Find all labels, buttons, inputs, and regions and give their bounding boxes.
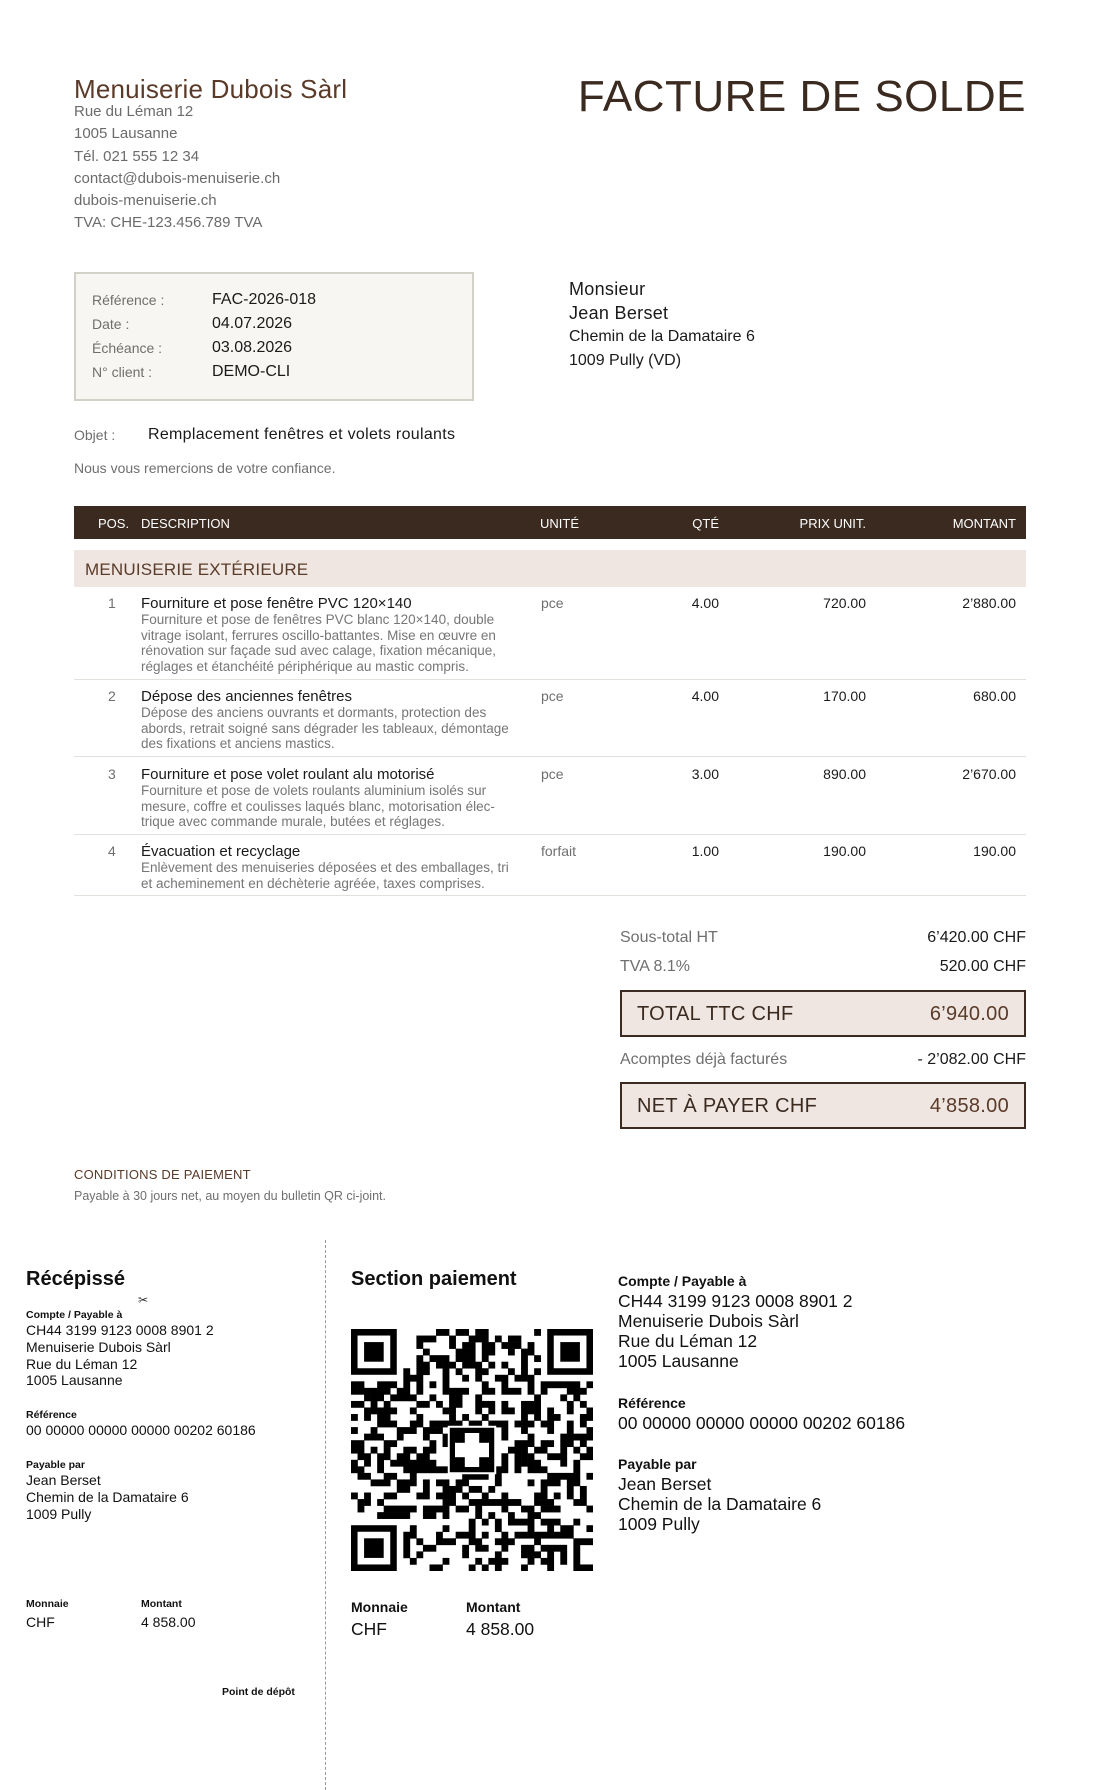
- receipt-creditor-street: Rue du Léman 12: [26, 1355, 138, 1372]
- payment-creditor-street: Rue du Léman 12: [618, 1331, 758, 1351]
- item-unit-price: 170.00: [823, 688, 866, 704]
- receipt-reference: 00 00000 00000 00000 00202 60186: [26, 1422, 256, 1438]
- receipt-title: Récépissé: [26, 1268, 125, 1290]
- payment-creditor-city: 1005 Lausanne: [618, 1351, 739, 1371]
- total-ttc-box: [620, 990, 1026, 1037]
- receipt-iban: CH44 3199 9123 0008 8901 2: [26, 1322, 214, 1338]
- item-title: Dépose des anciennes fenêtres: [141, 688, 352, 705]
- item-description-line: Dépose des anciens ouvrants et dormants, protection des: [141, 705, 487, 720]
- item-qty: 3.00: [691, 766, 719, 782]
- item-pos: 1: [108, 595, 116, 611]
- company-website: dubois-menuiserie.ch: [74, 192, 217, 210]
- item-description-line: et acheminement en déchèterie agréée, taxes comprises.: [141, 875, 485, 891]
- item-description-line: Fourniture et pose de volets roulants aluminium isolés sur: [141, 783, 487, 798]
- receipt-payer: [26, 1472, 189, 1522]
- recipient-address: [569, 278, 755, 372]
- item-description-line: abords, retrait soigné sans dégrader les tableaux, démontage: [141, 720, 509, 736]
- payment-payer: [618, 1474, 821, 1534]
- header-qty: QTÉ: [692, 516, 719, 531]
- item-description-line: vitrage isolant, ferrures oscillo-battantes. Mise en œuvre en: [141, 627, 496, 643]
- company-address: [74, 101, 280, 235]
- receipt-amount: 4 858.00: [141, 1614, 196, 1630]
- payment-creditor-name: Menuiserie Dubois Sàrl: [618, 1311, 799, 1331]
- item-amount: 2’880.00: [962, 595, 1016, 611]
- subtotal-value: 6’420.00 CHF: [927, 929, 1026, 946]
- item-description-line: mesure, coffre et coulisses laqués blanc, motorisation élec-: [141, 798, 495, 814]
- item-description: [141, 860, 521, 891]
- vat-label: TVA 8.1%: [620, 958, 690, 975]
- receipt-currency-heading: Monnaie: [26, 1598, 69, 1610]
- item-title: Fourniture et pose volet roulant alu motorisé: [141, 766, 435, 783]
- item-description-line: des fixations et anciens mastics.: [141, 736, 335, 752]
- item-unit-price: 890.00: [823, 766, 866, 782]
- table-row: [74, 688, 1026, 757]
- info-value: DEMO-CLI: [212, 363, 291, 380]
- item-title: Évacuation et recyclage: [141, 843, 301, 860]
- item-unit-price: 720.00: [823, 595, 866, 611]
- net-label: NET À PAYER CHF: [637, 1095, 818, 1117]
- payment-currency-heading: Monnaie: [351, 1599, 408, 1615]
- document-title: FACTURE DE SOLDE: [577, 72, 1026, 121]
- item-unit: forfait: [541, 843, 577, 859]
- item-unit: pce: [541, 688, 564, 704]
- company-name: Menuiserie Dubois Sàrl: [74, 74, 348, 104]
- item-pos: 4: [108, 843, 116, 859]
- payment-reference: 00 00000 00000 00000 00202 60186: [618, 1413, 906, 1433]
- payment-amount: 4 858.00: [466, 1619, 535, 1639]
- subtotal-label: Sous-total HT: [620, 929, 718, 946]
- total-label: TOTAL TTC CHF: [637, 1003, 794, 1025]
- table-row: [74, 595, 1026, 680]
- payment-currency: CHF: [351, 1619, 387, 1639]
- item-amount: 190.00: [973, 843, 1016, 859]
- item-unit: pce: [541, 766, 564, 782]
- net-value: 4’858.00: [929, 1095, 1009, 1117]
- qr-code-icon: [351, 1329, 593, 1571]
- item-qty: 1.00: [691, 843, 719, 859]
- subject-label: Objet :: [74, 427, 116, 443]
- swiss-qr-code: [351, 1329, 593, 1571]
- header-unit-price: PRIX UNIT.: [799, 516, 866, 531]
- info-row-due-date: [92, 336, 456, 360]
- info-row-date: [92, 312, 456, 336]
- item-pos: 3: [108, 766, 116, 782]
- perforation-line: [325, 1240, 326, 1790]
- table-row: [74, 843, 1026, 896]
- receipt-currency: CHF: [26, 1614, 55, 1630]
- receipt-payer-street: Chemin de la Damataire 6: [26, 1488, 189, 1505]
- item-unit: pce: [541, 595, 564, 611]
- item-description: [141, 705, 521, 752]
- recipient-street: Chemin de la Damataire 6: [569, 328, 755, 345]
- info-label: N° client :: [92, 364, 153, 380]
- recipient-name: Jean Berset: [569, 302, 669, 323]
- total-value: 6’940.00: [929, 1003, 1009, 1025]
- recipient-city: 1009 Pully (VD): [569, 351, 682, 369]
- receipt-creditor-name: Menuiserie Dubois Sàrl: [26, 1338, 171, 1355]
- payment-conditions-title: CONDITIONS DE PAIEMENT: [74, 1167, 251, 1182]
- deposits-label: Acomptes déjà facturés: [620, 1051, 788, 1068]
- company-email: contact@dubois-menuiserie.ch: [74, 169, 281, 187]
- receipt-account-heading: Compte / Payable à: [26, 1309, 123, 1321]
- company-city: 1005 Lausanne: [74, 125, 178, 143]
- payment-amount-heading: Montant: [466, 1599, 521, 1615]
- info-label: Échéance :: [92, 340, 163, 356]
- payment-reference-heading: Référence: [618, 1395, 686, 1411]
- info-value: 04.07.2026: [212, 315, 293, 332]
- item-qty: 4.00: [691, 595, 719, 611]
- receipt-creditor-city: 1005 Lausanne: [26, 1372, 123, 1389]
- item-qty: 4.00: [691, 688, 719, 704]
- company-street: Rue du Léman 12: [74, 103, 194, 120]
- receipt-payer-name: Jean Berset: [26, 1472, 101, 1488]
- header-pos: POS.: [98, 516, 130, 531]
- payment-account: [618, 1291, 853, 1371]
- payment-payer-name: Jean Berset: [618, 1474, 712, 1494]
- info-label: Référence :: [92, 292, 165, 308]
- info-label: Date :: [92, 316, 130, 332]
- item-description-line: Fourniture et pose de fenêtres PVC blanc 120×140, double: [141, 612, 495, 627]
- payment-account-heading: Compte / Payable à: [618, 1273, 747, 1289]
- payment-payer-city: 1009 Pully: [618, 1514, 700, 1534]
- table-row: [74, 766, 1026, 835]
- subject-value: Remplacement fenêtres et volets roulants: [148, 426, 456, 443]
- payment-iban: CH44 3199 9123 0008 8901 2: [618, 1291, 853, 1311]
- company-vat: TVA: CHE-123.456.789 TVA: [74, 214, 263, 232]
- receipt-reference-heading: Référence: [26, 1409, 77, 1421]
- payment-section-title: Section paiement: [351, 1268, 517, 1290]
- header-amount: MONTANT: [952, 516, 1016, 531]
- items-table-header: [74, 506, 1026, 539]
- payment-payer-street: Chemin de la Damataire 6: [618, 1494, 822, 1514]
- item-description: [141, 612, 521, 674]
- item-description-line: Enlèvement des menuiseries déposées et des emballages, tri: [141, 860, 509, 875]
- info-value: 03.08.2026: [212, 339, 293, 356]
- item-amount: 2’670.00: [962, 766, 1016, 782]
- item-title: Fourniture et pose fenêtre PVC 120×140: [141, 595, 412, 612]
- payment-conditions-text: Payable à 30 jours net, au moyen du bulletin QR ci-joint.: [74, 1189, 386, 1203]
- scissors-icon: ✂: [138, 1293, 149, 1307]
- header-unit: UNITÉ: [540, 516, 579, 531]
- item-description: [141, 783, 521, 830]
- receipt-payer-city: 1009 Pully: [26, 1505, 92, 1522]
- recipient-salutation: Monsieur: [569, 279, 646, 299]
- item-pos: 2: [108, 688, 116, 704]
- thanks-text: Nous vous remercions de votre confiance.: [74, 460, 336, 476]
- item-unit-price: 190.00: [823, 843, 866, 859]
- invoice-info-box: [74, 272, 474, 401]
- info-value: FAC-2026-018: [212, 291, 317, 308]
- section-band: [74, 550, 1026, 587]
- vat-value: 520.00 CHF: [939, 958, 1026, 975]
- section-title: MENUISERIE EXTÉRIEURE: [85, 560, 309, 579]
- item-description-line: trique avec commande murale, butées et réglages.: [141, 814, 445, 830]
- company-phone: Tél. 021 555 12 34: [74, 147, 200, 165]
- item-amount: 680.00: [973, 688, 1016, 704]
- item-description-line: réglages et étanchéité périphérique au mastic compris.: [141, 658, 469, 674]
- net-to-pay-box: [620, 1082, 1026, 1129]
- payment-payer-heading: Payable par: [618, 1456, 697, 1472]
- header-description: DESCRIPTION: [141, 516, 230, 531]
- deposits-value: - 2’082.00 CHF: [917, 1051, 1026, 1068]
- receipt-payer-heading: Payable par: [26, 1459, 85, 1471]
- acceptance-point-label: Point de dépôt: [222, 1686, 295, 1698]
- info-row-client-number: [92, 360, 456, 384]
- receipt-amount-heading: Montant: [141, 1598, 182, 1610]
- receipt-account: [26, 1322, 214, 1389]
- item-description-line: rénovation sur façade sud avec calage, fixation mécanique,: [141, 643, 496, 659]
- info-row-reference: [92, 288, 456, 312]
